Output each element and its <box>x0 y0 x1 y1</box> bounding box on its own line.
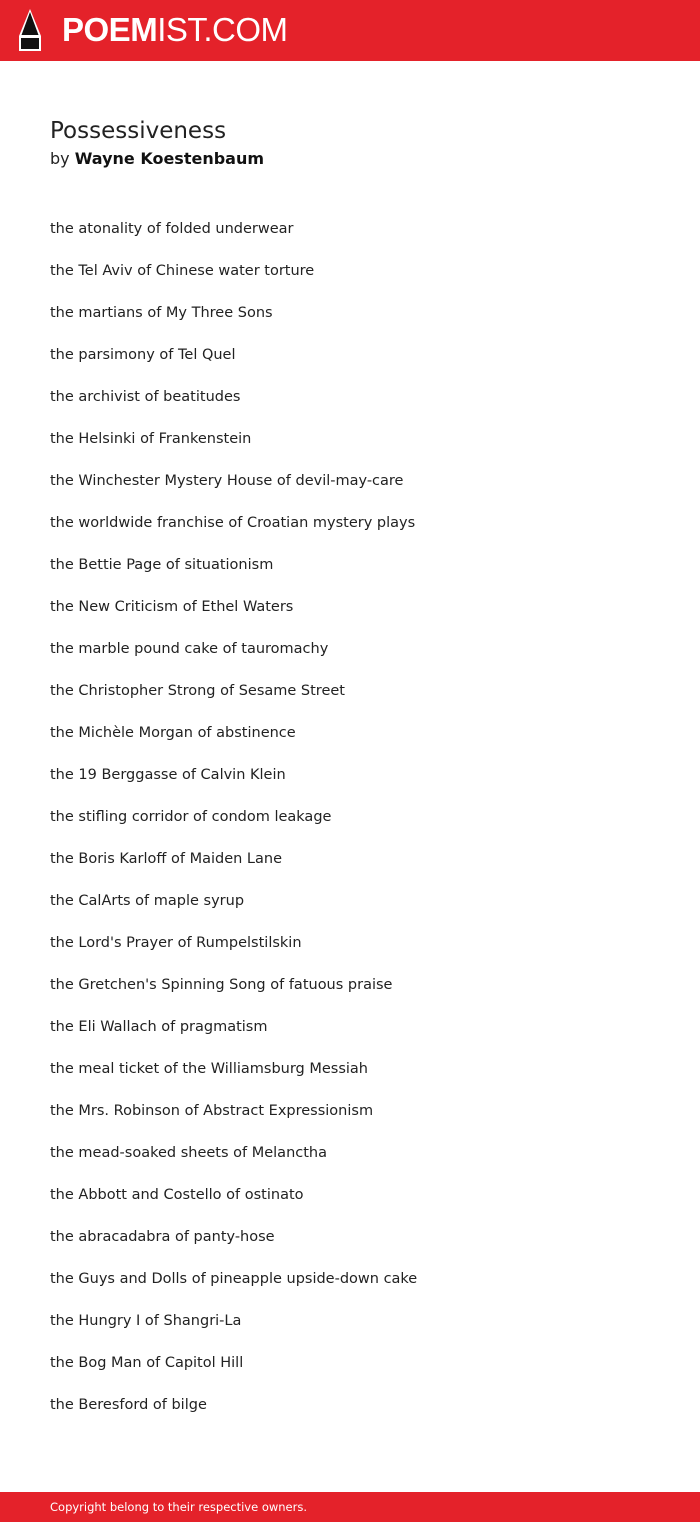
poem-line: the stifling corridor of condom leakage <box>50 809 332 825</box>
poem-line: the abracadabra of panty-hose <box>50 1229 275 1245</box>
poem-line: the Bog Man of Capitol Hill <box>50 1355 244 1371</box>
poem-line: the New Criticism of Ethel Waters <box>50 599 294 615</box>
logo-text-strong: POEM <box>62 11 158 48</box>
poem-line: the Boris Karloff of Maiden Lane <box>50 851 282 867</box>
poem-line: the Christopher Strong of Sesame Street <box>50 683 345 699</box>
poem-line: the archivist of beatitudes <box>50 389 241 405</box>
poem-line: the Abbott and Costello of ostinato <box>50 1187 304 1203</box>
poem-line: the Gretchen's Spinning Song of fatuous praise <box>50 977 393 993</box>
poem-line: the CalArts of maple syrup <box>50 893 245 909</box>
poem-line: the Tel Aviv of Chinese water torture <box>50 263 315 279</box>
site-footer <box>0 1492 700 1522</box>
poem-line: the 19 Berggasse of Calvin Klein <box>50 767 286 783</box>
poem-title: Possessiveness <box>50 118 227 144</box>
poem-line: the Michèle Morgan of abstinence <box>50 725 296 741</box>
poem-line: the Winchester Mystery House of devil-may-care <box>50 473 404 489</box>
poem-body <box>50 218 417 1436</box>
poem-line: the Lord's Prayer of Rumpelstilskin <box>50 935 302 951</box>
poem-line: the Guys and Dolls of pineapple upside-down cake <box>50 1271 418 1287</box>
poem-line: the Hungry I of Shangri-La <box>50 1313 242 1329</box>
poem-line: the Mrs. Robinson of Abstract Expressionism <box>50 1103 374 1119</box>
poem-line: the Bettie Page of situationism <box>50 557 274 573</box>
poem-line: the atonality of folded underwear <box>50 221 294 237</box>
poem-line: the Beresford of bilge <box>50 1397 207 1413</box>
pencil-tip-icon[interactable] <box>17 9 43 51</box>
poem-line: the meal ticket of the Williamsburg Messiah <box>50 1061 369 1077</box>
logo-text-light: IST.COM <box>157 11 288 48</box>
poem-line: the martians of My Three Sons <box>50 305 273 321</box>
copyright-notice: Copyright belong to their respective owners. <box>50 1500 308 1514</box>
by-label: by <box>50 149 70 168</box>
poem-line: the Helsinki of Frankenstein <box>50 431 252 447</box>
poem-line: the Eli Wallach of pragmatism <box>50 1019 268 1035</box>
poem-line: the mead-soaked sheets of Melanctha <box>50 1145 327 1161</box>
poem-byline <box>50 148 264 170</box>
poem-line: the worldwide franchise of Croatian mystery plays <box>50 515 416 531</box>
site-logo[interactable] <box>62 11 288 49</box>
poem-author: Wayne Koestenbaum <box>74 149 265 168</box>
poem-line: the parsimony of Tel Quel <box>50 347 236 363</box>
site-header <box>0 0 700 61</box>
poem-line: the marble pound cake of tauromachy <box>50 641 329 657</box>
